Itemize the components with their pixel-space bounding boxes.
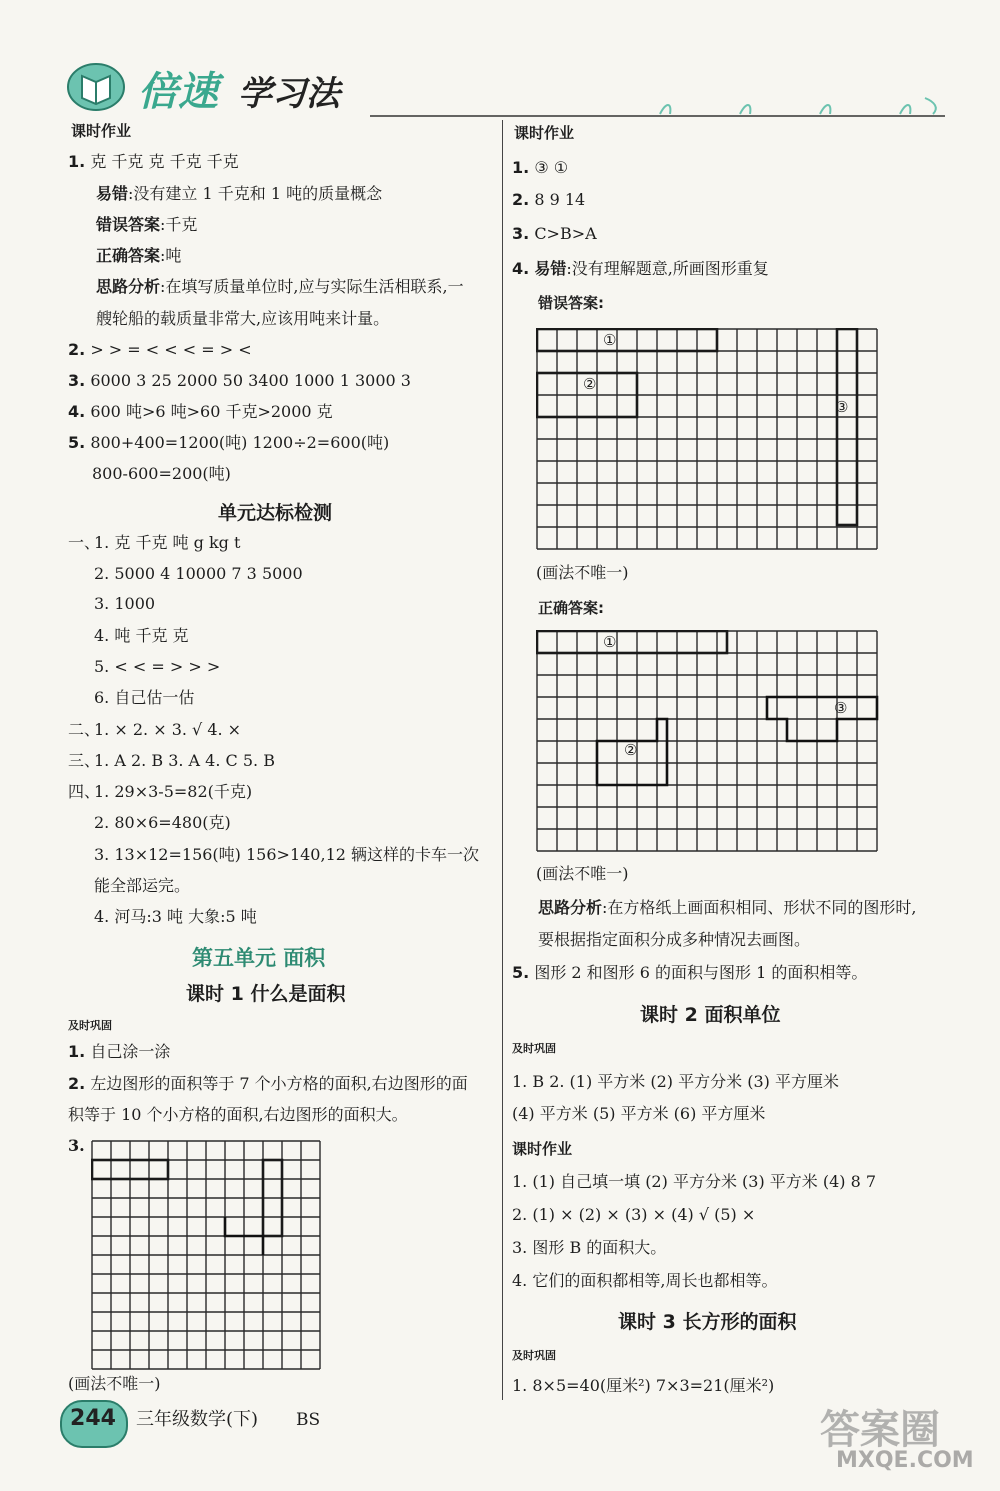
lesson3-heading: 课时 3 长方形的面积 xyxy=(618,1311,797,1333)
wrong-shape-3 xyxy=(837,329,857,525)
unit5-heading: 第五单元 面积 xyxy=(192,946,326,970)
label-analysis: 思路分析 xyxy=(96,277,161,296)
l2-h2: 2. (1) × (2) × (3) × (4) √ (5) × xyxy=(512,1205,756,1224)
book-title: 三年级数学(下) xyxy=(136,1409,259,1430)
left-q3: 3. 6000 3 25 2000 50 3400 1000 1 3000 3 xyxy=(68,371,411,390)
left-q5b: 800-600=200(吨) xyxy=(92,464,231,483)
l1-q3-number: 3. xyxy=(68,1136,85,1155)
unit-test-heading: 单元达标检测 xyxy=(218,502,333,524)
l1-q2: 2. 左边图形的面积等于 7 个小方格的面积,右边图形的面 xyxy=(68,1074,468,1093)
wrong-marker-1: ① xyxy=(603,331,617,349)
s1-6-text: 自己估一估 xyxy=(114,688,195,707)
right-q5: 5. 图形 2 和图形 6 的面积与图形 1 的面积相等。 xyxy=(512,963,868,982)
s3-label: 三、 xyxy=(68,751,101,770)
l1-q2-text: 左边图形的面积等于 7 个小方格的面积,右边图形的面 xyxy=(90,1074,468,1093)
s1-6: 6. 自己估一估 xyxy=(94,688,195,707)
s4-4-text: 河马:3 吨 大象:5 吨 xyxy=(114,907,257,926)
left-q1-easy xyxy=(96,184,382,204)
s4-3b: 能全部运完。 xyxy=(94,876,191,895)
left-q4: 4. 600 吨>6 吨>60 千克>2000 克 xyxy=(68,402,333,421)
label-right: 正确答案 xyxy=(96,246,161,265)
edition: BS xyxy=(296,1410,321,1430)
right-q5-text: 图形 2 和图形 6 的面积与图形 1 的面积相等。 xyxy=(534,963,868,982)
correct-marker-2: ② xyxy=(624,741,638,759)
correct-marker-3: ③ xyxy=(834,699,848,717)
book-logo-icon xyxy=(66,62,126,112)
right-q3: 3. C>B>A xyxy=(512,224,597,243)
right-hw-title: 课时作业 xyxy=(514,124,575,142)
left-q1: 1. 克 千克 克 千克 千克 xyxy=(68,152,239,171)
left-q1-analysis-2: 艘轮船的载质量非常大,应该用吨来计量。 xyxy=(96,309,390,328)
right-q3-text: C>B>A xyxy=(534,224,597,243)
label-easy-right: 易错 xyxy=(534,259,567,278)
right-q2: 2. 8 9 14 xyxy=(512,190,586,209)
watermark: 答案圈 xyxy=(820,1407,940,1453)
correct-marker-1: ① xyxy=(603,633,617,651)
left-q1-analysis-text: :在填写质量单位时,应与实际生活相联系,一 xyxy=(160,277,464,296)
s4-label: 四、 xyxy=(68,782,101,801)
s1-4: 4. 吨 千克 克 xyxy=(94,626,189,645)
left-hw-title: 课时作业 xyxy=(71,122,132,140)
left-q1-wrong-text: :千克 xyxy=(160,215,198,234)
left-q3-text: 6000 3 25 2000 50 3400 1000 1 3000 3 xyxy=(90,371,411,390)
left-q1-right xyxy=(96,246,181,266)
s4-2: 2. 80×6=480(克) xyxy=(94,813,231,832)
s2-label: 二、 xyxy=(68,720,101,739)
right-consolidate-label: 及时巩固 xyxy=(512,1042,556,1055)
correct-shape-1 xyxy=(537,631,727,653)
s1-3-text: 1000 xyxy=(114,594,156,613)
correct-answer-grid xyxy=(536,630,882,854)
l2-q1b: (4) 平方米 (5) 平方米 (6) 平方厘米 xyxy=(512,1104,766,1123)
l2-q1: 1. B 2. (1) 平方米 (2) 平方分米 (3) 平方厘米 xyxy=(512,1072,839,1091)
left-q5a-text: 800+400=1200(吨) 1200÷2=600(吨) xyxy=(90,433,390,452)
watermark-url: MXQE.COM xyxy=(836,1448,974,1473)
l2-h3: 3. 图形 B 的面积大。 xyxy=(512,1238,667,1257)
lesson2-heading: 课时 2 面积单位 xyxy=(640,1004,781,1026)
s2: 1. × 2. × 3. √ 4. × xyxy=(94,720,242,739)
right-answer-label: 正确答案: xyxy=(538,599,604,617)
s1-5-text: < < = > > > xyxy=(114,657,221,676)
right-q4: 4. 易错:没有理解题意,所画图形重复 xyxy=(512,259,769,278)
s4-1-text: 29×3-5=82(千克) xyxy=(114,782,253,801)
right-q1-text: ③ ① xyxy=(534,158,569,177)
lesson1-heading: 课时 1 什么是面积 xyxy=(186,983,346,1005)
s4-3-text: 13×12=156(吨) 156>140,12 辆这样的卡车一次 xyxy=(114,845,480,864)
s1-4-text: 吨 千克 克 xyxy=(114,626,189,645)
s1-1-text: 克 千克 吨 g kg t xyxy=(114,533,241,552)
wrong-answer-label: 错误答案: xyxy=(538,294,604,312)
right-analysis-text: :在方格纸上画面积相同、形状不同的图形时, xyxy=(602,898,917,917)
logo-title-method: 学习法 xyxy=(238,74,340,114)
s1-label: 一、 xyxy=(68,533,101,552)
wrong-note: (画法不唯一) xyxy=(536,563,629,582)
wrong-shape-1 xyxy=(537,329,717,351)
l1-q2b: 积等于 10 个小方格的面积,右边图形的面积大。 xyxy=(68,1105,408,1124)
l1-q1-text: 自己涂一涂 xyxy=(90,1042,171,1061)
left-consolidate-label: 及时巩固 xyxy=(68,1019,112,1032)
s1-1: 1. 克 千克 吨 g kg t xyxy=(94,533,241,552)
wrong-marker-3: ③ xyxy=(835,398,849,416)
header-decoration xyxy=(370,88,950,128)
label-analysis-right: 思路分析 xyxy=(538,898,603,917)
right-q1: 1. ③ ① xyxy=(512,158,569,177)
grid-lines xyxy=(537,329,877,549)
label-wrong: 错误答案 xyxy=(96,215,161,234)
left-q1-text: 克 千克 克 千克 千克 xyxy=(90,152,239,171)
page-number: 244 xyxy=(70,1406,116,1431)
s4-3: 3. 13×12=156(吨) 156>140,12 辆这样的卡车一次 xyxy=(94,845,480,864)
s4-4: 4. 河马:3 吨 大象:5 吨 xyxy=(94,907,257,926)
s1-5: 5. < < = > > > xyxy=(94,657,221,676)
right-q4-text: :没有理解题意,所画图形重复 xyxy=(566,259,769,278)
right-analysis xyxy=(538,898,917,918)
left-q1-right-text: :吨 xyxy=(160,246,182,265)
label-easy: 易错 xyxy=(96,184,129,203)
right-consolidate3-label: 及时巩固 xyxy=(512,1349,556,1362)
s1-2: 2. 5000 4 10000 7 3 5000 xyxy=(94,564,303,583)
left-q1-analysis xyxy=(96,277,464,297)
left-q1-easy-text: :没有建立 1 千克和 1 吨的质量概念 xyxy=(128,184,383,203)
right-analysis-2: 要根据指定面积分成多种情况去画图。 xyxy=(538,930,811,949)
s4-2-text: 80×6=480(克) xyxy=(114,813,231,832)
wrong-marker-2: ② xyxy=(583,375,597,393)
correct-note: (画法不唯一) xyxy=(536,864,629,883)
header-logo xyxy=(66,62,126,112)
left-q4-text: 600 吨>6 吨>60 千克>2000 克 xyxy=(90,402,333,421)
grid-lines xyxy=(92,1141,320,1369)
l2-h1: 1. (1) 自己填一填 (2) 平方分米 (3) 平方米 (4) 8 7 xyxy=(512,1172,877,1191)
logo-title-fast: 倍速 xyxy=(138,69,218,115)
s1-3: 3. 1000 xyxy=(94,594,156,613)
right-q2-text: 8 9 14 xyxy=(534,190,586,209)
left-q2-text: > > = < < < = > < xyxy=(90,340,252,359)
left-q2: 2. > > = < < < = > < xyxy=(68,340,252,359)
l3-q1: 1. 8×5=40(厘米²) 7×3=21(厘米²) xyxy=(512,1376,775,1395)
left-grid xyxy=(91,1140,323,1372)
left-q1-wrong xyxy=(96,215,197,235)
right-hw2-title: 课时作业 xyxy=(512,1140,573,1158)
l1-q1: 1. 自己涂一涂 xyxy=(68,1042,171,1061)
wrong-answer-grid xyxy=(536,328,882,552)
l2-h4: 4. 它们的面积都相等,周长也都相等。 xyxy=(512,1271,778,1290)
s1-2-text: 5000 4 10000 7 3 5000 xyxy=(114,564,303,583)
s3: 1. A 2. B 3. A 4. C 5. B xyxy=(94,751,275,770)
left-q5: 5. 800+400=1200(吨) 1200÷2=600(吨) xyxy=(68,433,390,452)
left-grid-note: (画法不唯一) xyxy=(68,1374,161,1393)
s4-1: 1. 29×3-5=82(千克) xyxy=(94,782,253,801)
column-divider xyxy=(502,120,503,1400)
